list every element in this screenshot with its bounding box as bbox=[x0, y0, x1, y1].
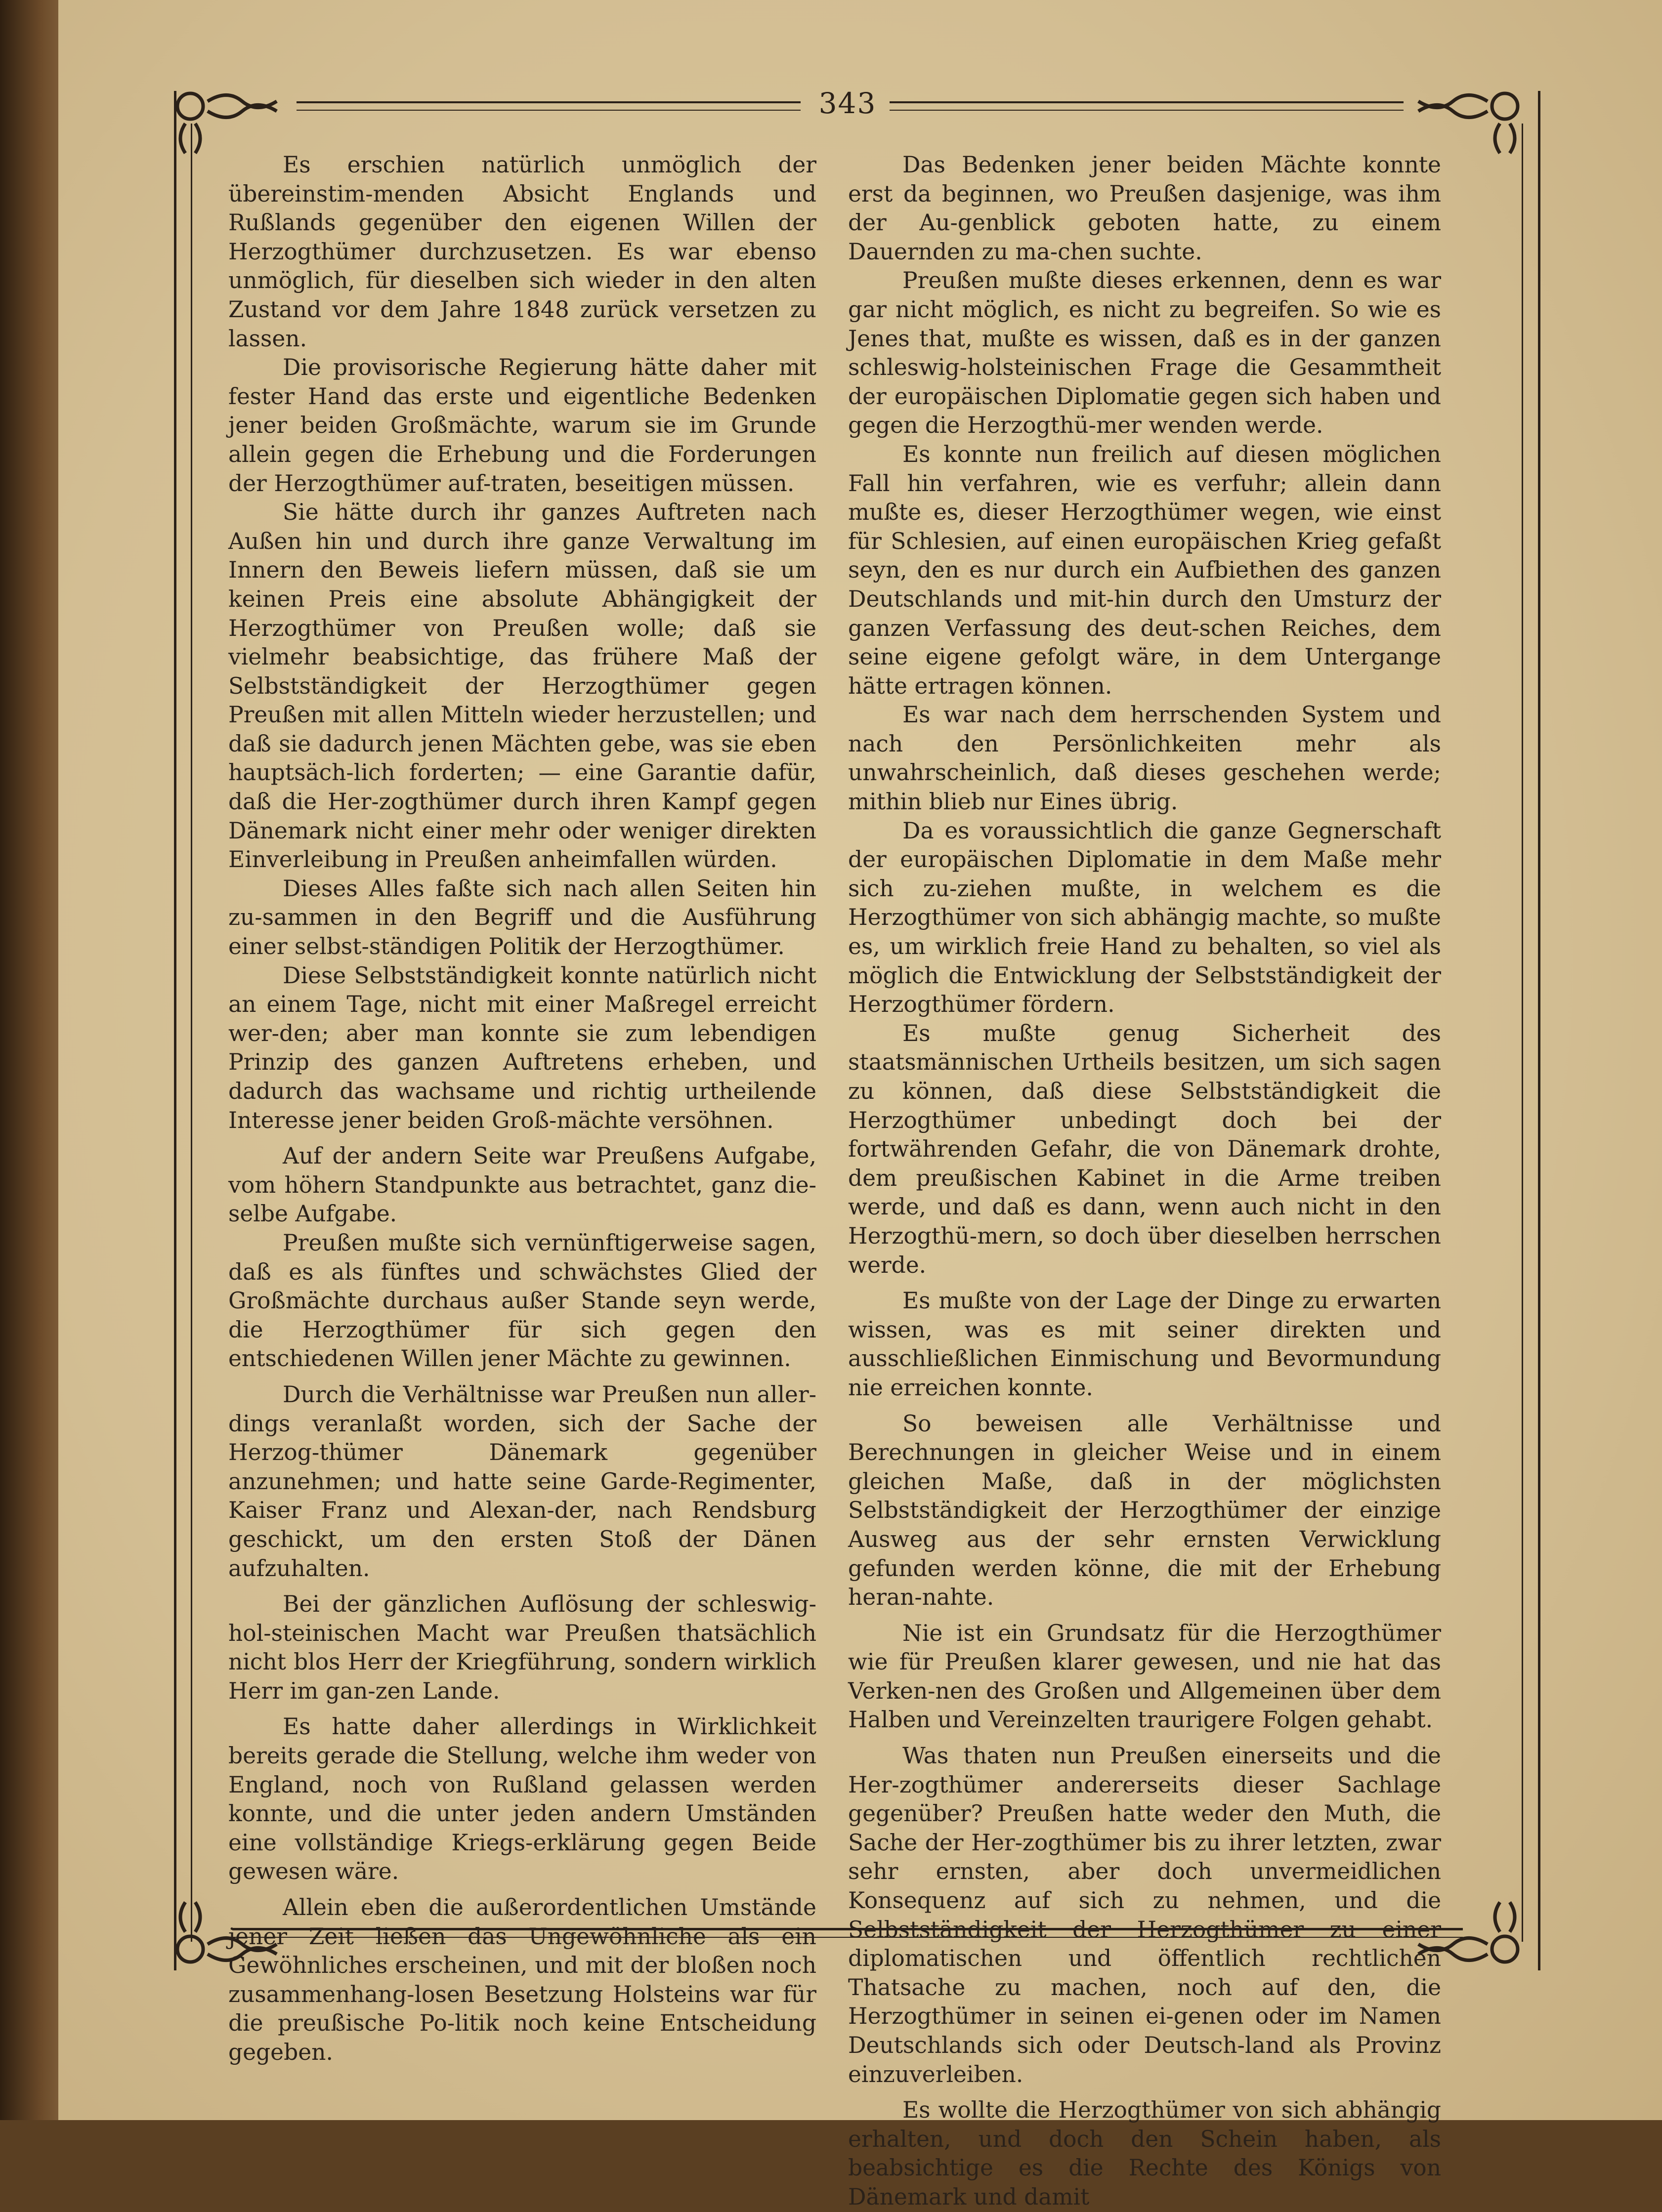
paragraph: Auf der andern Seite war Preußens Aufgabe, vom höhern Standpunkte aus betrachtet, ganz die-selbe Aufgabe. bbox=[228, 1143, 816, 1227]
paragraph: Sie hätte durch ihr ganzes Auftreten nach Außen hin und durch ihre ganze Verwaltung im Innern den Beweis liefern müssen, daß sie um keinen Preis eine absolute Abhängigkeit der Herzogthümer von Preußen wolle; daß sie vielmehr beabsichtige, das frühere Maß der Selbstständigkeit der Herzogthümer gegen Preußen mit allen Mitteln wieder herzustellen; und daß sie dadurch jenen Mächten gebe, was sie eben hauptsäch-lich forderten; — eine Garantie dafür, daß die Her-zogthümer durch ihren Kampf gegen Dänemark nicht einer mehr oder weniger direkten Einverleibung in Preußen anheimfallen würden. bbox=[228, 499, 816, 873]
paragraph: Durch die Verhältnisse war Preußen nun aller-dings veranlaßt worden, sich der Sache der Herzog-thümer Dänemark gegenüber anzunehmen; und hatte seine Garde-Regimenter, Kaiser Franz und Alexan-der, nach Rendsburg geschickt, um den ersten Stoß der Dänen aufzuhalten. bbox=[228, 1381, 816, 1582]
header-rule-left bbox=[297, 101, 801, 103]
paragraph: Preußen mußte sich vernünftigerweise sagen, daß es als fünftes und schwächstes Glied der Großmächte durchaus außer Stande seyn werde, die Herzogthümer für sich gegen den entschiedenen Willen jener Mächte zu gewinnen. bbox=[228, 1229, 816, 1372]
corner-ornament-top-right bbox=[1413, 84, 1527, 158]
header-rule-right-thin bbox=[890, 110, 1404, 111]
paragraph: Es mußte von der Lage der Dinge zu erwarten wissen, was es mit seiner direkten und ausschließlichen Einmischung und Bevormundung nie erreichen konnte. bbox=[848, 1288, 1441, 1401]
paragraph: Es konnte nun freilich auf diesen möglichen Fall hin verfahren, wie es verfuhr; allein dann mußte es, dieser Herzogthümer wegen, wie einst für Schlesien, auf einen europäischen Krieg gefaßt seyn, den es nur durch ein Aufbiethen des ganzen Deutschlands und mit-hin durch den Umsturz der ganzen Verfassung des deut-schen Reiches, dem seine eigene gefolgt wäre, in dem Untergange hätte ertragen können. bbox=[848, 441, 1441, 699]
paragraph: Dieses Alles faßte sich nach allen Seiten hin zu-sammen in den Begriff und die Ausführung einer selbst-ständigen Politik der Herzogthümer. bbox=[228, 875, 816, 960]
paragraph: Diese Selbstständigkeit konnte natürlich nicht an einem Tage, nicht mit einer Maßregel erreicht wer-den; aber man konnte sie zum lebendigen Prinzip des ganzen Auftretens erheben, und dadurch das wachsame und richtig urtheilende Interesse jener beiden Groß-mächte versöhnen. bbox=[228, 962, 816, 1133]
paragraph: Es wollte die Herzogthümer von sich abhängig erhalten, und doch den Schein haben, als beabsichtige es die Rechte des Königs von Dänemark und damit bbox=[848, 2097, 1441, 2210]
right-text-column bbox=[848, 151, 1441, 2212]
paragraph: Es mußte genug Sicherheit des staatsmännischen Urtheils besitzen, um sich sagen zu können, daß diese Selbstständigkeit die Herzogthümer unbedingt doch bei der fortwährenden Gefahr, die von Dänemark drohte, dem preußischen Kabinet in die Arme treiben werde, und daß es dann, wenn auch nicht in den Herzogthü-mern, so doch über dieselben herrschen werde. bbox=[848, 1020, 1441, 1278]
paragraph: Die provisorische Regierung hätte daher mit fester Hand das erste und eigentliche Bedenken jener beiden Großmächte, warum sie im Grunde allein gegen die Erhebung und die Forderungen der Herzogthümer auf-traten, beseitigen müssen. bbox=[228, 354, 816, 497]
page-number: 343 bbox=[818, 86, 877, 120]
paragraph: Das Bedenken jener beiden Mächte konnte erst da beginnen, wo Preußen dasjenige, was ihm der Au-genblick geboten hatte, zu einem Dauernden zu ma-chen suchte. bbox=[848, 152, 1441, 265]
paragraph: Nie ist ein Grundsatz für die Herzogthümer wie für Preußen klarer gewesen, und nie hat das Verken-nen des Großen und Allgemeinen über dem Halben und Vereinzelten traurigere Folgen gehabt. bbox=[848, 1620, 1441, 1733]
paragraph: Was thaten nun Preußen einerseits und die Her-zogthümer andererseits dieser Sachlage gegenüber? Preußen hatte weder den Muth, die Sache der Her-zogthümer bis zu ihrer letzten, zwar sehr ernsten, aber doch unvermeidlichen Konsequenz auf sich zu nehmen, und die Selbstständigkeit der Herzogthümer zu einer diplomatischen und öffentlich rechtlichen Thatsache zu machen, noch auf den, die Herzogthümer in seinen ei-genen oder im Namen Deutschlands sich oder Deutsch-land als Provinz einzuverleiben. bbox=[848, 1743, 1441, 2087]
paragraph: So beweisen alle Verhältnisse und Berechnungen in gleicher Weise und in einem gleichen Maße, daß in der möglichsten Selbstständigkeit der Herzogthümer der einzige Ausweg aus der sehr ernsten Verwicklung gefunden werden könne, die mit der Erhebung heran-nahte. bbox=[848, 1410, 1441, 1611]
paragraph: Es hatte daher allerdings in Wirklichkeit bereits gerade die Stellung, welche ihm weder von England, noch von Rußland gelassen werden konnte, und die unter jeden andern Umständen eine vollständige Kriegs-erklärung gegen Beide gewesen wäre. bbox=[228, 1713, 816, 1885]
paragraph: Es erschien natürlich unmöglich der übereinstim-menden Absicht Englands und Rußlands gegenüber den eigenen Willen der Herzogthümer durchzusetzen. Es war ebenso unmöglich, für dieselben sich wieder in den alten Zustand vor dem Jahre 1848 zurück versetzen zu lassen. bbox=[228, 152, 816, 352]
header-rule-right bbox=[890, 101, 1404, 103]
left-text-column bbox=[228, 151, 816, 2067]
paragraph: Allein eben die außerordentlichen Umstände jener Zeit ließen das Ungewöhnliche als ein Gewöhnliches erscheinen, und mit der bloßen noch zusammenhang-losen Besetzung Holsteins war für die preußische Po-litik noch keine Entscheidung gegeben. bbox=[228, 1894, 816, 2065]
header-rule-left-thin bbox=[297, 110, 801, 111]
paragraph: Bei der gänzlichen Auflösung der schleswig-hol-steinischen Macht war Preußen thatsächlich nicht blos Herr der Kriegführung, sondern wirklich Herr im gan-zen Lande. bbox=[228, 1591, 816, 1704]
paragraph: Preußen mußte dieses erkennen, denn es war gar nicht möglich, es nicht zu begreifen. So wie es Jenes that, mußte es wissen, daß es in der ganzen schleswig-holsteinischen Frage die Gesammtheit der europäischen Diplomatie gegen sich haben und gegen die Herzogthü-mer wenden werde. bbox=[848, 267, 1441, 439]
paragraph: Da es voraussichtlich die ganze Gegnerschaft der europäischen Diplomatie in dem Maße mehr sich zu-ziehen mußte, in welchem es die Herzogthümer von sich abhängig machte, so mußte es, um wirklich freie Hand zu behalten, so viel als möglich die Entwicklung der Selbstständigkeit der Herzogthümer fördern. bbox=[848, 817, 1441, 1018]
corner-ornament-top-left bbox=[168, 84, 282, 158]
paragraph: Es war nach dem herrschenden System und nach den Persönlichkeiten mehr als unwahrscheinlich, daß dieses geschehen werde; mithin blieb nur Eines übrig. bbox=[848, 702, 1441, 815]
